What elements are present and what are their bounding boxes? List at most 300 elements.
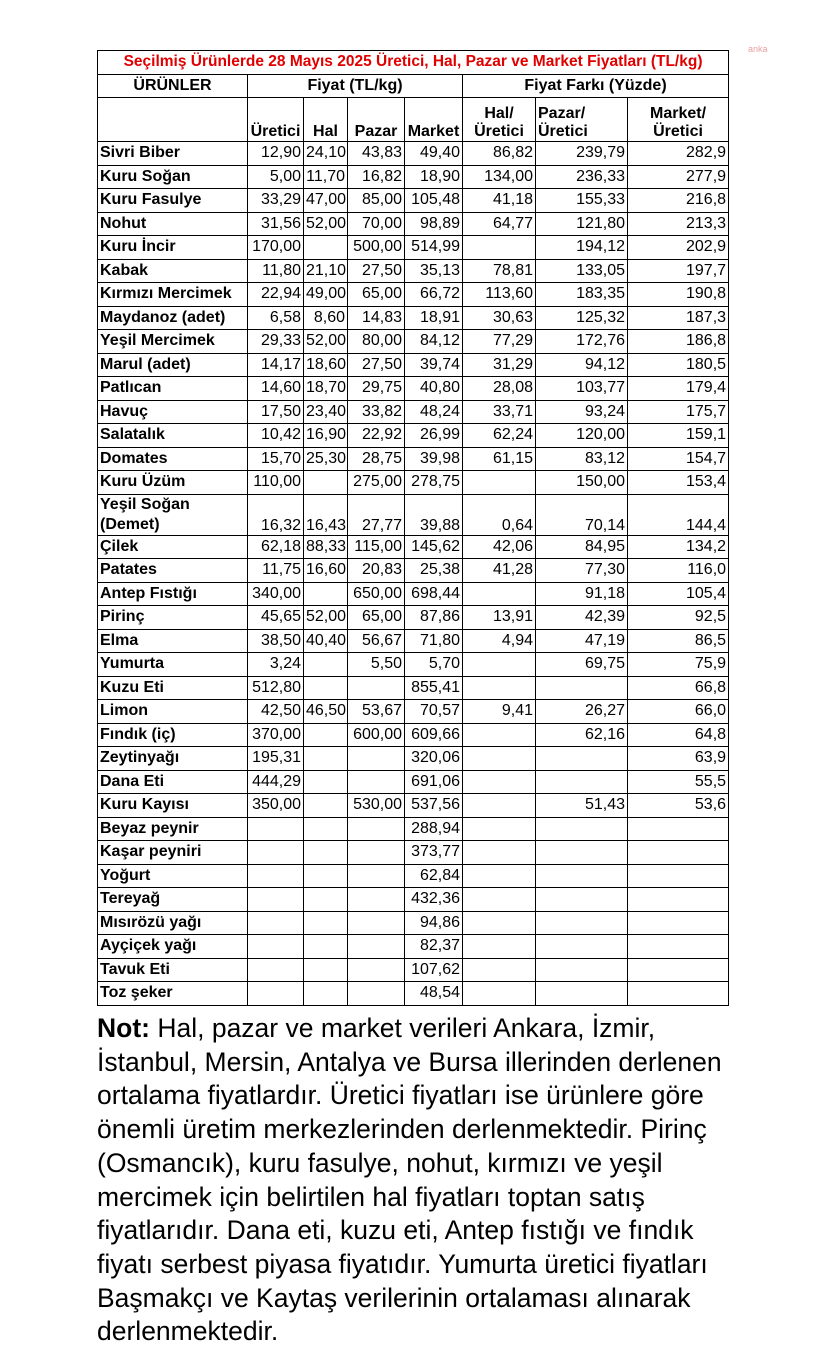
cell-hal [304, 236, 348, 260]
cell-pazar [348, 770, 405, 794]
cell-mu: 144,4 [628, 494, 729, 535]
cell-mu [628, 864, 729, 888]
cell-pu [536, 770, 628, 794]
table-row [98, 165, 729, 189]
cell-pazar: 600,00 [348, 723, 405, 747]
cell-hu [463, 864, 536, 888]
col-header-pazar-producer: Pazar/ Üretici [536, 98, 628, 142]
cell-market: 5,70 [405, 653, 463, 677]
product-name: Yeşil Mercimek [98, 330, 248, 354]
cell-mu: 116,0 [628, 559, 729, 583]
product-name: Kabak [98, 259, 248, 283]
product-name: Patates [98, 559, 248, 583]
diff-group-header: Fiyat Farkı (Yüzde) [463, 74, 729, 98]
cell-hal [304, 864, 348, 888]
cell-pu: 125,32 [536, 306, 628, 330]
table-row [98, 283, 729, 307]
cell-uretici: 110,00 [248, 471, 304, 495]
product-name: Fındık (iç) [98, 723, 248, 747]
cell-pu: 70,14 [536, 494, 628, 535]
cell-hal [304, 888, 348, 912]
cell-market: 320,06 [405, 747, 463, 771]
cell-mu: 180,5 [628, 353, 729, 377]
cell-hu [463, 770, 536, 794]
product-name: Kuzu Eti [98, 676, 248, 700]
cell-pu [536, 864, 628, 888]
products-header: ÜRÜNLER [98, 74, 248, 98]
cell-mu: 190,8 [628, 283, 729, 307]
cell-mu: 134,2 [628, 535, 729, 559]
cell-mu: 153,4 [628, 471, 729, 495]
col-header-hal: Hal [304, 98, 348, 142]
cell-pazar [348, 911, 405, 935]
cell-uretici: 170,00 [248, 236, 304, 260]
cell-pu: 239,79 [536, 142, 628, 166]
cell-uretici [248, 841, 304, 865]
cell-mu: 213,3 [628, 212, 729, 236]
cell-hu: 13,91 [463, 606, 536, 630]
cell-hu [463, 236, 536, 260]
product-name: Kuru Soğan [98, 165, 248, 189]
cell-pu [536, 888, 628, 912]
cell-market: 62,84 [405, 864, 463, 888]
cell-pazar: 53,67 [348, 700, 405, 724]
cell-pu: 42,39 [536, 606, 628, 630]
cell-uretici: 11,75 [248, 559, 304, 583]
product-name: Sivri Biber [98, 142, 248, 166]
table-row [98, 330, 729, 354]
cell-pu: 172,76 [536, 330, 628, 354]
cell-uretici: 16,32 [248, 494, 304, 535]
cell-pu [536, 841, 628, 865]
cell-uretici [248, 958, 304, 982]
product-name: Dana Eti [98, 770, 248, 794]
cell-market: 26,99 [405, 424, 463, 448]
cell-pu [536, 817, 628, 841]
cell-mu: 55,5 [628, 770, 729, 794]
cell-uretici: 33,29 [248, 189, 304, 213]
cell-hu [463, 653, 536, 677]
cell-hu [463, 841, 536, 865]
product-name: Toz şeker [98, 982, 248, 1006]
cell-market: 66,72 [405, 283, 463, 307]
table-row [98, 559, 729, 583]
table-row [98, 212, 729, 236]
cell-pu: 77,30 [536, 559, 628, 583]
cell-hal [304, 723, 348, 747]
table-row [98, 582, 729, 606]
cell-pazar: 85,00 [348, 189, 405, 213]
cell-hu [463, 958, 536, 982]
cell-pu: 84,95 [536, 535, 628, 559]
cell-mu [628, 911, 729, 935]
product-name: Domates [98, 447, 248, 471]
cell-pu [536, 747, 628, 771]
cell-pu: 93,24 [536, 400, 628, 424]
cell-uretici: 14,60 [248, 377, 304, 401]
cell-hal: 46,50 [304, 700, 348, 724]
cell-hal: 16,60 [304, 559, 348, 583]
cell-hu: 77,29 [463, 330, 536, 354]
product-name: Antep Fıstığı [98, 582, 248, 606]
cell-mu: 66,8 [628, 676, 729, 700]
product-name: Limon [98, 700, 248, 724]
cell-uretici: 3,24 [248, 653, 304, 677]
cell-market: 691,06 [405, 770, 463, 794]
table-row [98, 400, 729, 424]
cell-mu: 187,3 [628, 306, 729, 330]
table-row [98, 377, 729, 401]
cell-pazar: 20,83 [348, 559, 405, 583]
cell-mu: 159,1 [628, 424, 729, 448]
cell-market: 70,57 [405, 700, 463, 724]
cell-hal [304, 841, 348, 865]
cell-mu: 175,7 [628, 400, 729, 424]
cell-hal [304, 794, 348, 818]
table-row [98, 306, 729, 330]
cell-hal: 49,00 [304, 283, 348, 307]
cell-hu [463, 817, 536, 841]
cell-pazar: 80,00 [348, 330, 405, 354]
cell-hal [304, 676, 348, 700]
cell-market: 84,12 [405, 330, 463, 354]
price-table [97, 50, 729, 1006]
cell-market: 855,41 [405, 676, 463, 700]
cell-uretici: 38,50 [248, 629, 304, 653]
table-row [98, 700, 729, 724]
cell-hal: 18,60 [304, 353, 348, 377]
table-row [98, 958, 729, 982]
table-row [98, 606, 729, 630]
cell-hal: 24,10 [304, 142, 348, 166]
table-row [98, 935, 729, 959]
cell-pu [536, 911, 628, 935]
cell-hal [304, 747, 348, 771]
cell-pu: 120,00 [536, 424, 628, 448]
cell-mu: 282,9 [628, 142, 729, 166]
cell-pazar: 530,00 [348, 794, 405, 818]
col-header-market: Market [405, 98, 463, 142]
cell-pazar: 56,67 [348, 629, 405, 653]
cell-mu: 75,9 [628, 653, 729, 677]
cell-hal [304, 982, 348, 1006]
table-row [98, 747, 729, 771]
cell-pazar: 22,92 [348, 424, 405, 448]
cell-uretici [248, 864, 304, 888]
cell-pazar [348, 841, 405, 865]
cell-uretici [248, 911, 304, 935]
cell-uretici: 42,50 [248, 700, 304, 724]
cell-pazar: 16,82 [348, 165, 405, 189]
cell-mu: 64,8 [628, 723, 729, 747]
cell-uretici: 31,56 [248, 212, 304, 236]
cell-uretici [248, 982, 304, 1006]
cell-hal: 47,00 [304, 189, 348, 213]
product-name: Kuru Fasulye [98, 189, 248, 213]
table-row [98, 911, 729, 935]
cell-hu: 64,77 [463, 212, 536, 236]
cell-hu [463, 471, 536, 495]
cell-pu [536, 958, 628, 982]
cell-hal [304, 958, 348, 982]
cell-mu [628, 958, 729, 982]
cell-market: 39,98 [405, 447, 463, 471]
cell-pazar: 70,00 [348, 212, 405, 236]
product-name: Kuru Üzüm [98, 471, 248, 495]
cell-market: 105,48 [405, 189, 463, 213]
cell-hu: 0,64 [463, 494, 536, 535]
cell-hal: 16,43 [304, 494, 348, 535]
cell-mu [628, 982, 729, 1006]
cell-mu: 63,9 [628, 747, 729, 771]
cell-hu: 113,60 [463, 283, 536, 307]
cell-uretici: 17,50 [248, 400, 304, 424]
cell-market: 432,36 [405, 888, 463, 912]
cell-pu: 236,33 [536, 165, 628, 189]
cell-hu [463, 888, 536, 912]
cell-pazar: 65,00 [348, 283, 405, 307]
cell-hu [463, 935, 536, 959]
cell-market: 373,77 [405, 841, 463, 865]
empty-header-cell [98, 98, 248, 142]
cell-market: 39,74 [405, 353, 463, 377]
cell-uretici: 512,80 [248, 676, 304, 700]
cell-mu [628, 935, 729, 959]
cell-market: 48,24 [405, 400, 463, 424]
cell-hal [304, 582, 348, 606]
cell-market: 107,62 [405, 958, 463, 982]
cell-pazar [348, 935, 405, 959]
cell-pazar: 275,00 [348, 471, 405, 495]
cell-pazar [348, 676, 405, 700]
cell-pu [536, 676, 628, 700]
cell-mu [628, 817, 729, 841]
cell-uretici: 62,18 [248, 535, 304, 559]
footnote-text: Hal, pazar ve market verileri Ankara, İzmir, İstanbul, Mersin, Antalya ve Bursa illerinden derlenen ortalama fiyatlardır. Üretici fiyatları ise ürünlere göre önemli üretim merkezlerinden derlenmektedir. Pirinç (Osmancık), kuru fasulye, nohut, kırmızı ve yeşil mercimek için belirtilen hal fiyatları toptan satış fiyatlarıdır. Dana eti, kuzu eti, Antep fıstığı ve fındık fiyatı serbest piyasa fiyatıdır. Yumurta üretici fiyatları Başmakçı ve Kaytaş verilerinin ortalaması alınarak derlenmektedir. [97, 1013, 722, 1347]
cell-hu: 9,41 [463, 700, 536, 724]
col-header-pazar: Pazar [348, 98, 405, 142]
cell-mu: 197,7 [628, 259, 729, 283]
cell-uretici: 22,94 [248, 283, 304, 307]
cell-uretici: 340,00 [248, 582, 304, 606]
table-row [98, 794, 729, 818]
product-name: Yumurta [98, 653, 248, 677]
product-name: Beyaz peynir [98, 817, 248, 841]
cell-pazar: 14,83 [348, 306, 405, 330]
cell-pu: 47,19 [536, 629, 628, 653]
cell-market: 514,99 [405, 236, 463, 260]
cell-hal: 11,70 [304, 165, 348, 189]
product-name: Tavuk Eti [98, 958, 248, 982]
cell-market: 49,40 [405, 142, 463, 166]
cell-pu: 83,12 [536, 447, 628, 471]
cell-hu: 4,94 [463, 629, 536, 653]
cell-pu: 183,35 [536, 283, 628, 307]
cell-pazar: 43,83 [348, 142, 405, 166]
table-title: Seçilmiş Ürünlerde 28 Mayıs 2025 Üretici, Hal, Pazar ve Market Fiyatları (TL/kg) [98, 51, 729, 75]
cell-hal [304, 770, 348, 794]
cell-pazar: 5,50 [348, 653, 405, 677]
cell-hal: 52,00 [304, 606, 348, 630]
cell-pazar [348, 864, 405, 888]
cell-market: 35,13 [405, 259, 463, 283]
cell-mu: 277,9 [628, 165, 729, 189]
cell-pazar [348, 888, 405, 912]
product-name: Elma [98, 629, 248, 653]
cell-mu: 53,6 [628, 794, 729, 818]
cell-hal: 16,90 [304, 424, 348, 448]
cell-pu: 103,77 [536, 377, 628, 401]
col-header-producer: Üretici [248, 98, 304, 142]
cell-pazar: 65,00 [348, 606, 405, 630]
cell-pazar [348, 958, 405, 982]
cell-hu: 62,24 [463, 424, 536, 448]
product-name: Kaşar peyniri [98, 841, 248, 865]
cell-uretici: 370,00 [248, 723, 304, 747]
cell-hu: 42,06 [463, 535, 536, 559]
cell-market: 609,66 [405, 723, 463, 747]
product-name: Maydanoz (adet) [98, 306, 248, 330]
cell-hu: 28,08 [463, 377, 536, 401]
cell-hu: 61,15 [463, 447, 536, 471]
cell-market: 18,91 [405, 306, 463, 330]
cell-hal: 88,33 [304, 535, 348, 559]
cell-pazar: 500,00 [348, 236, 405, 260]
cell-pazar [348, 982, 405, 1006]
product-name: Pirinç [98, 606, 248, 630]
table-row [98, 494, 729, 535]
cell-uretici: 11,80 [248, 259, 304, 283]
cell-market: 25,38 [405, 559, 463, 583]
cell-hu [463, 747, 536, 771]
cell-uretici: 195,31 [248, 747, 304, 771]
cell-market: 537,56 [405, 794, 463, 818]
table-row [98, 142, 729, 166]
product-name: Yoğurt [98, 864, 248, 888]
cell-market: 82,37 [405, 935, 463, 959]
cell-uretici: 29,33 [248, 330, 304, 354]
cell-market: 145,62 [405, 535, 463, 559]
table-row [98, 864, 729, 888]
cell-market: 48,54 [405, 982, 463, 1006]
cell-hu: 86,82 [463, 142, 536, 166]
table-row [98, 982, 729, 1006]
cell-market: 18,90 [405, 165, 463, 189]
cell-mu: 216,8 [628, 189, 729, 213]
cell-uretici: 14,17 [248, 353, 304, 377]
cell-hal [304, 471, 348, 495]
cell-uretici [248, 888, 304, 912]
cell-hal [304, 935, 348, 959]
cell-uretici: 45,65 [248, 606, 304, 630]
price-group-header: Fiyat (TL/kg) [248, 74, 463, 98]
cell-pazar: 650,00 [348, 582, 405, 606]
cell-uretici: 6,58 [248, 306, 304, 330]
cell-market: 288,94 [405, 817, 463, 841]
product-name: Çilek [98, 535, 248, 559]
table-row [98, 888, 729, 912]
cell-mu: 179,4 [628, 377, 729, 401]
table-row [98, 723, 729, 747]
cell-pu: 94,12 [536, 353, 628, 377]
cell-market: 278,75 [405, 471, 463, 495]
table-row [98, 535, 729, 559]
col-header-market-producer: Market/ Üretici [628, 98, 729, 142]
cell-hu: 33,71 [463, 400, 536, 424]
cell-uretici: 444,29 [248, 770, 304, 794]
cell-hal: 21,10 [304, 259, 348, 283]
cell-market: 98,89 [405, 212, 463, 236]
cell-uretici: 5,00 [248, 165, 304, 189]
product-name: Marul (adet) [98, 353, 248, 377]
cell-market: 40,80 [405, 377, 463, 401]
table-row [98, 770, 729, 794]
product-name: Nohut [98, 212, 248, 236]
table-row [98, 236, 729, 260]
table-row [98, 471, 729, 495]
cell-mu: 186,8 [628, 330, 729, 354]
cell-mu [628, 841, 729, 865]
cell-pu: 150,00 [536, 471, 628, 495]
cell-hal: 52,00 [304, 212, 348, 236]
product-name: Patlıcan [98, 377, 248, 401]
footnote [97, 1012, 747, 1349]
product-name: Kırmızı Mercimek [98, 283, 248, 307]
cell-pu: 91,18 [536, 582, 628, 606]
cell-hal: 40,40 [304, 629, 348, 653]
cell-mu: 92,5 [628, 606, 729, 630]
cell-pu: 155,33 [536, 189, 628, 213]
cell-hal: 23,40 [304, 400, 348, 424]
cell-pu: 51,43 [536, 794, 628, 818]
cell-mu: 202,9 [628, 236, 729, 260]
cell-hal [304, 911, 348, 935]
cell-hu: 134,00 [463, 165, 536, 189]
watermark-text: anka [748, 44, 768, 54]
cell-hal: 25,30 [304, 447, 348, 471]
cell-hu [463, 982, 536, 1006]
cell-pazar: 29,75 [348, 377, 405, 401]
col-header-hal-producer: Hal/ Üretici [463, 98, 536, 142]
cell-pazar [348, 817, 405, 841]
cell-hu: 41,28 [463, 559, 536, 583]
cell-hal: 8,60 [304, 306, 348, 330]
cell-pazar: 27,50 [348, 259, 405, 283]
cell-hu: 41,18 [463, 189, 536, 213]
cell-mu [628, 888, 729, 912]
table-row [98, 676, 729, 700]
product-name: Mısırözü yağı [98, 911, 248, 935]
cell-mu: 105,4 [628, 582, 729, 606]
table-row [98, 447, 729, 471]
cell-hu [463, 723, 536, 747]
cell-uretici: 350,00 [248, 794, 304, 818]
cell-pu: 133,05 [536, 259, 628, 283]
product-name: Kuru İncir [98, 236, 248, 260]
cell-market: 71,80 [405, 629, 463, 653]
product-name: Ayçiçek yağı [98, 935, 248, 959]
product-name: Yeşil Soğan (Demet) [98, 494, 248, 535]
cell-uretici [248, 817, 304, 841]
cell-hu [463, 911, 536, 935]
cell-uretici: 10,42 [248, 424, 304, 448]
cell-uretici: 15,70 [248, 447, 304, 471]
cell-hu [463, 582, 536, 606]
table-row [98, 629, 729, 653]
cell-hu: 31,29 [463, 353, 536, 377]
cell-pu [536, 982, 628, 1006]
product-name: Tereyağ [98, 888, 248, 912]
